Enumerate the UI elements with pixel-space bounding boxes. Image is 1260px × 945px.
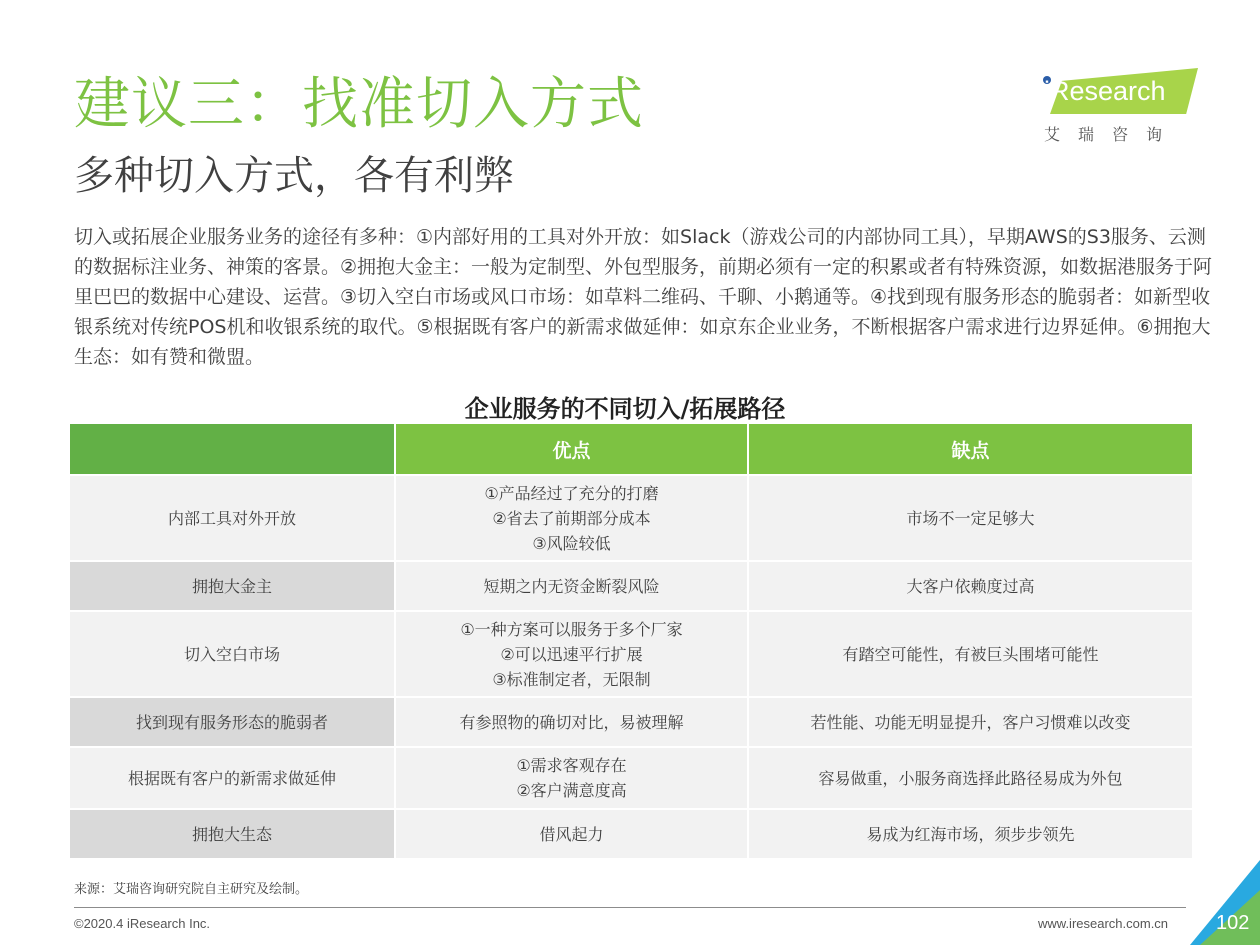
pros-line: ②省去了前期部分成本 <box>492 508 651 528</box>
path-cell: 拥抱大金主 <box>69 561 395 611</box>
path-cell: 切入空白市场 <box>69 611 395 697</box>
logo-chinese-text: 艾瑞咨询 <box>1044 125 1181 144</box>
iresearch-logo <box>1040 66 1200 146</box>
entry-paths-table <box>68 422 1194 860</box>
header-cons: 缺点 <box>748 423 1193 475</box>
pros-line: ③标准制定者，无限制 <box>492 669 651 689</box>
table-row <box>69 747 1193 809</box>
table-row <box>69 561 1193 611</box>
cons-cell: 大客户依赖度过高 <box>748 561 1193 611</box>
table-title: 企业服务的不同切入/拓展路径 <box>464 395 786 423</box>
header-path <box>69 423 395 475</box>
header-pros: 优点 <box>395 423 748 475</box>
page-number: 102 <box>1216 912 1250 934</box>
cons-cell: 有踏空可能性，有被巨头围堵可能性 <box>748 611 1193 697</box>
pros-line: ③风险较低 <box>532 533 611 553</box>
table-row <box>69 611 1193 697</box>
table-row <box>69 809 1193 859</box>
pros-line: ①产品经过了充分的打磨 <box>484 483 659 503</box>
path-cell: 拥抱大生态 <box>69 809 395 859</box>
website-link[interactable]: www.iresearch.com.cn <box>1038 916 1169 931</box>
logo-text: iResearch <box>1044 76 1166 106</box>
pros-line: ①一种方案可以服务于多个厂家 <box>460 619 683 639</box>
pros-line: 短期之内无资金断裂风险 <box>483 576 660 596</box>
table-row <box>69 697 1193 747</box>
pros-line: ②可以迅速平行扩展 <box>500 644 643 664</box>
path-cell: 内部工具对外开放 <box>69 475 395 561</box>
table-header-row <box>69 423 1193 475</box>
path-cell: 找到现有服务形态的脆弱者 <box>69 697 395 747</box>
cons-cell: 若性能、功能无明显提升，客户习惯难以改变 <box>748 697 1193 747</box>
cons-cell: 市场不一定足够大 <box>748 475 1193 561</box>
footer-divider <box>74 907 1186 908</box>
source-note: 来源：艾瑞咨询研究院自主研究及绘制。 <box>74 882 309 897</box>
pros-cell <box>395 747 748 809</box>
page-subtitle: 多种切入方式，各有利弊 <box>74 153 514 199</box>
pros-cell <box>395 697 748 747</box>
path-cell: 根据既有客户的新需求做延伸 <box>69 747 395 809</box>
pros-cell <box>395 611 748 697</box>
page-title: 建议三：找准切入方式 <box>74 72 644 137</box>
body-paragraph: 切入或拓展企业服务业务的途径有多种：①内部好用的工具对外开放：如Slack（游戏公司的内部协同工具），早期AWS的S3服务、云测的数据标注业务、神策的客景。②拥抱大金主：一般为定制型、外包型服务，前期必须有一定的积累或者有特殊资源，如数据港服务于阿里巴巴的数据中心建设、运营。③切入空白市场或风口市场：如草料二维码、千聊、小鹅通等。④找到现有服务形态的脆弱者：如新型收银系统对传统POS机和收银系统的取代。⑤根据既有客户的新需求做延伸：如京东企业业务，不断根据客户需求进行边界延伸。⑥拥抱大生态：如有赞和微盟。 <box>74 226 1213 368</box>
pros-line: ②客户满意度高 <box>516 781 627 800</box>
pros-line: 有参照物的确切对比，易被理解 <box>459 712 684 732</box>
copyright: ©2020.4 iResearch Inc. <box>74 916 211 931</box>
pros-cell <box>395 561 748 611</box>
pros-cell <box>395 809 748 859</box>
table-row <box>69 475 1193 561</box>
cons-cell: 容易做重，小服务商选择此路径易成为外包 <box>748 747 1193 809</box>
cons-cell: 易成为红海市场，须步步领先 <box>748 809 1193 859</box>
pros-cell <box>395 475 748 561</box>
pros-line: ①需求客观存在 <box>516 756 627 775</box>
pros-line: 借风起力 <box>539 824 604 844</box>
